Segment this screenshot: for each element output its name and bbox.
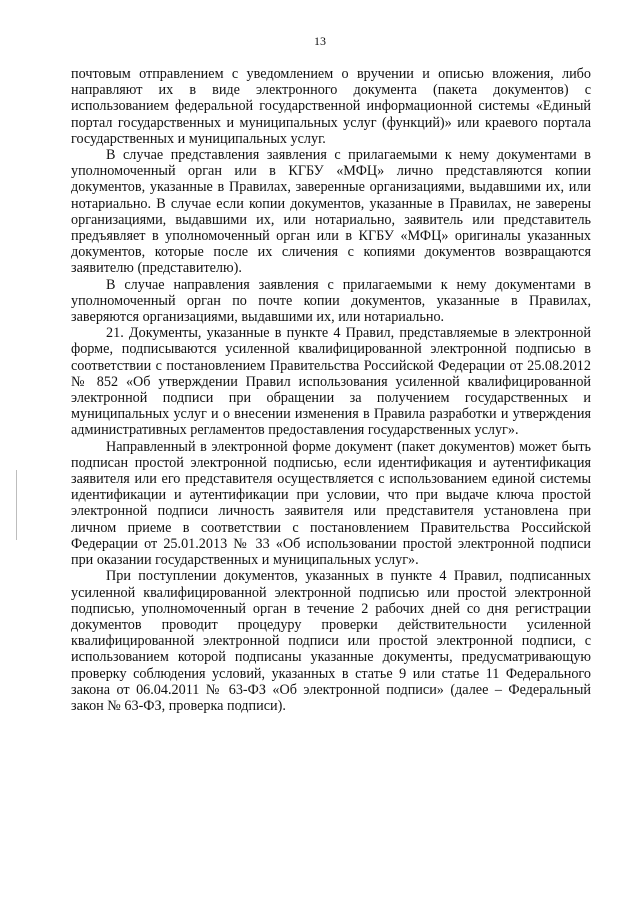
page-number: 13 bbox=[314, 34, 326, 48]
paragraph-personal-submission: В случае представления заявления с прилагаемыми к нему документами в уполномоченный орган или в КГБУ «МФЦ» лично представляются копии документов, указанные в Правилах, заверенные организациями, выдавшими их, или нотариально. В случае если копии документов, указанные в Правилах, не заверены организациями, выдавшими их, или нотариально, заявитель или представитель предъявляет в уполномоченный орган или в КГБУ «МФЦ» оригиналы указанных документов, которые после их сличения с копиями документов возвращаются заявителю (представителю). bbox=[71, 147, 591, 277]
paragraph-simple-signature: Направленный в электронной форме документ (пакет документов) может быть подписан простой электронной подписью, если идентификация и аутентификация заявителя или его представителя осуществляется с использованием единой системы идентификации и аутентификации при условии, что при выдаче ключа простой электронной подписи личность заявителя или представителя установлена при личном приеме в соответствии с постановлением Правительства Российской Федерации от 25.01.2013 № 33 «Об использовании простой электронной подписи при оказании государственных и муниципальных услуг». bbox=[71, 438, 591, 569]
paragraph-signature-verification: При поступлении документов, указанных в пункте 4 Правил, подписанных усиленной квалифицированной электронной подписью или простой электронной подписью, уполномоченный орган в течение 2 рабочих дней со дня регистрации документов проводит процедуру проверки действительности усиленной квалифицированной электронной подписи или простой электронной подписи, с использованием которой подписаны указанные документы, предусматривающую проверку соблюдения условий, указанных в статье 9 или статье 11 Федерального закона от 06.04.2011 № 63-ФЗ «Об электронной подписи» (далее – Федеральный закон № 63-ФЗ, проверка подписи). bbox=[71, 568, 591, 714]
paragraph-mail-submission: В случае направления заявления с прилагаемыми к нему документами в уполномоченный орган по почте копии документов, указанные в Правилах, заверяются организациями, выдавшими их, или нотариально. bbox=[71, 276, 591, 326]
paragraph-item-21: 21. Документы, указанные в пункте 4 Правил, представляемые в электронной форме, подписываются усиленной квалифицированной электронной подписью в соответствии с постановлением Правительства Российской Федерации от 25.08.2012 № 852 «Об утверждении Правил использования усиленной квалифицированной электронной подписи при обращении за получением государственных и муниципальных услуг и о внесении изменения в Правила разработки и утверждения административных регламентов предоставления государственных услуг». bbox=[71, 325, 591, 439]
document-body bbox=[71, 66, 591, 714]
paragraph-postal-submission: почтовым отправлением с уведомлением о вручении и описью вложения, либо направляют их в виде электронного документа (пакета документов) с использованием федеральной государственной информационной системы «Единый портал государственных и муниципальных услуг (функций)» или краевого портала государственных и муниципальных услуг. bbox=[71, 66, 591, 147]
scan-artifact-line bbox=[16, 470, 17, 540]
